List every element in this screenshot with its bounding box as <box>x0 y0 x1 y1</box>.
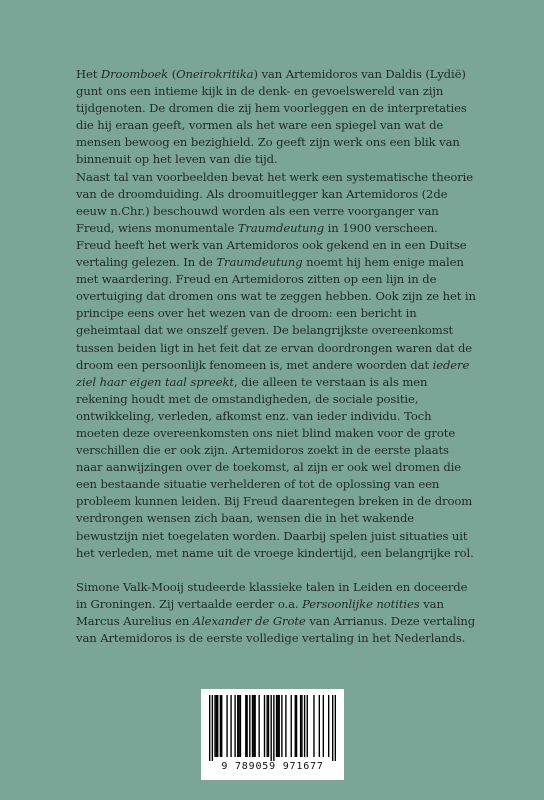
intro-paragraph <box>76 66 476 169</box>
barcode-bar <box>221 695 222 757</box>
barcode-bar <box>328 695 329 757</box>
barcode-bar <box>209 695 210 761</box>
isbn-barcode <box>201 689 344 780</box>
barcode-bar <box>277 695 278 757</box>
text-run: van Arrianus. Deze vertaling van Artemidoros is de eerste volledige vertaling in het Nederlands. <box>76 613 476 645</box>
book-title-persoonlijke-notities: Persoonlijke notities <box>302 596 420 611</box>
barcode-bar <box>313 695 314 757</box>
barcode-bar <box>252 695 253 757</box>
barcode-bar <box>295 695 296 757</box>
barcode-bar <box>319 695 320 757</box>
text-run: Simone Valk-Mooij studeerde klassieke talen in Leiden en doceerde in Groningen. Zij vertaalde eerder o.a. <box>76 579 468 611</box>
book-title-oneirokritika: Oneirokritika <box>176 67 254 81</box>
barcode-bar <box>273 695 274 761</box>
theory-paragraph <box>76 169 476 562</box>
barcode-bar <box>268 695 269 757</box>
barcode-bar <box>281 695 282 757</box>
book-title-alexander: Alexander de Grote <box>192 613 306 628</box>
barcode-bar <box>276 695 277 757</box>
barcode-bar <box>234 695 235 757</box>
barcode-bar <box>307 695 308 757</box>
barcode-bar <box>301 695 302 757</box>
barcode-bars <box>209 695 336 761</box>
book-title-droomboek: Droomboek <box>100 67 169 81</box>
barcode-bar <box>253 695 254 757</box>
barcode-bar <box>245 695 246 757</box>
barcode-bar <box>279 695 280 757</box>
barcode-bar <box>332 695 333 761</box>
barcode-bar <box>296 695 297 757</box>
barcode-bar <box>220 695 221 757</box>
text-run: Het <box>76 67 101 81</box>
barcode-bar <box>254 695 255 757</box>
barcode-bar <box>285 695 286 757</box>
barcode-bar <box>217 695 218 757</box>
barcode-bar <box>249 695 250 757</box>
barcode-bar <box>270 695 271 761</box>
translator-bio <box>76 579 476 647</box>
text-run: Naast tal van voorbeelden bevat het werk een systematische theorie van de droomduiding. Als droomuitlegger kan Artemidoros (2de eeuw n.Chr.) beschouwd worden als een verre voorganger van Freud, wiens monumentale <box>76 169 474 235</box>
barcode-bar <box>230 695 231 757</box>
barcode-bar <box>237 695 238 757</box>
text-run: ) van Artemidoros van Daldis (Lydië) gunt ons een intieme kijk in de denk- en gevoelswereld van zijn tijdgenoten. De dromen die zij hem voorleggen en de interpretaties die hij eraan geeft, vormen als het ware een spiegel van wat de mensen bewoog en bezighield. Zo geeft zijn werk ons een blik van binnenuit op het leven van die tijd. <box>76 67 467 167</box>
barcode-bar <box>216 695 217 757</box>
italic-quote: iedere ziel haar eigen taal spreekt <box>76 357 470 389</box>
barcode-bar <box>214 695 215 757</box>
text-run: in 1900 verscheen. Freud heeft het werk van Artemidoros ook gekend en in een Duitse vertaling gelezen. In de <box>76 220 467 270</box>
text-run: noemt hij hem enige malen met waardering. Freud en Artemidoros zitten op een lijn in de overtuiging dat dromen ons wat te zeggen hebben. Ook zijn ze het in principe eens over het wezen van de droom: een bericht in geheimtaal dat we onszelf geven. De belangrijkste overeenkomst tussen beiden ligt in het feit dat ze ervan doordrongen waren dat de droom een persoonlijk fenomeen is, met andere woorden dat <box>76 255 476 372</box>
barcode-bar <box>246 695 247 757</box>
barcode-bar <box>335 695 336 761</box>
text-run: van Marcus Aurelius en <box>76 596 444 628</box>
barcode-bar <box>266 695 267 757</box>
barcode-bar <box>304 695 305 757</box>
barcode-bar <box>264 695 265 757</box>
barcode-bar <box>238 695 239 757</box>
book-title-traumdeutung: Traumdeutung <box>237 220 325 235</box>
barcode-bar <box>258 695 259 757</box>
barcode-bar <box>226 695 227 757</box>
text-run: , die alleen te verstaan is als men rekening houdt met de omstandigheden, de sociale positie, ontwikkeling, verleden, afkomst enz. van ieder individu. Toch moeten deze overeenkomsten ons niet blind maken voor de grote verschillen die er ook zijn. Artemidoros zoekt in de eerste plaats naar aanwijzingen over de toekomst, al zijn er ook wel dromen die een bestaande situatie verhelderen of tot de oplossing van een probleem kunnen leiden. Bij Freud daarentegen breken in de droom verdrongen wensen zich baan, wensen die in het wakende bewustzijn niet toegelaten worden. Daarbij spelen juist situaties uit het verleden, met name uit de vroege kindertijd, een belangrijke rol. <box>76 374 474 560</box>
isbn-number: 9 789059 971677 <box>221 761 324 772</box>
paragraph-spacer <box>76 562 476 579</box>
barcode-bar <box>212 695 213 761</box>
barcode-bar <box>240 695 241 757</box>
barcode-bar <box>323 695 324 757</box>
blurb-text <box>76 66 476 647</box>
barcode-bar <box>300 695 301 757</box>
barcode-bar <box>291 695 292 757</box>
text-run: ( <box>168 67 177 81</box>
book-title-traumdeutung: Traumdeutung <box>216 255 303 270</box>
